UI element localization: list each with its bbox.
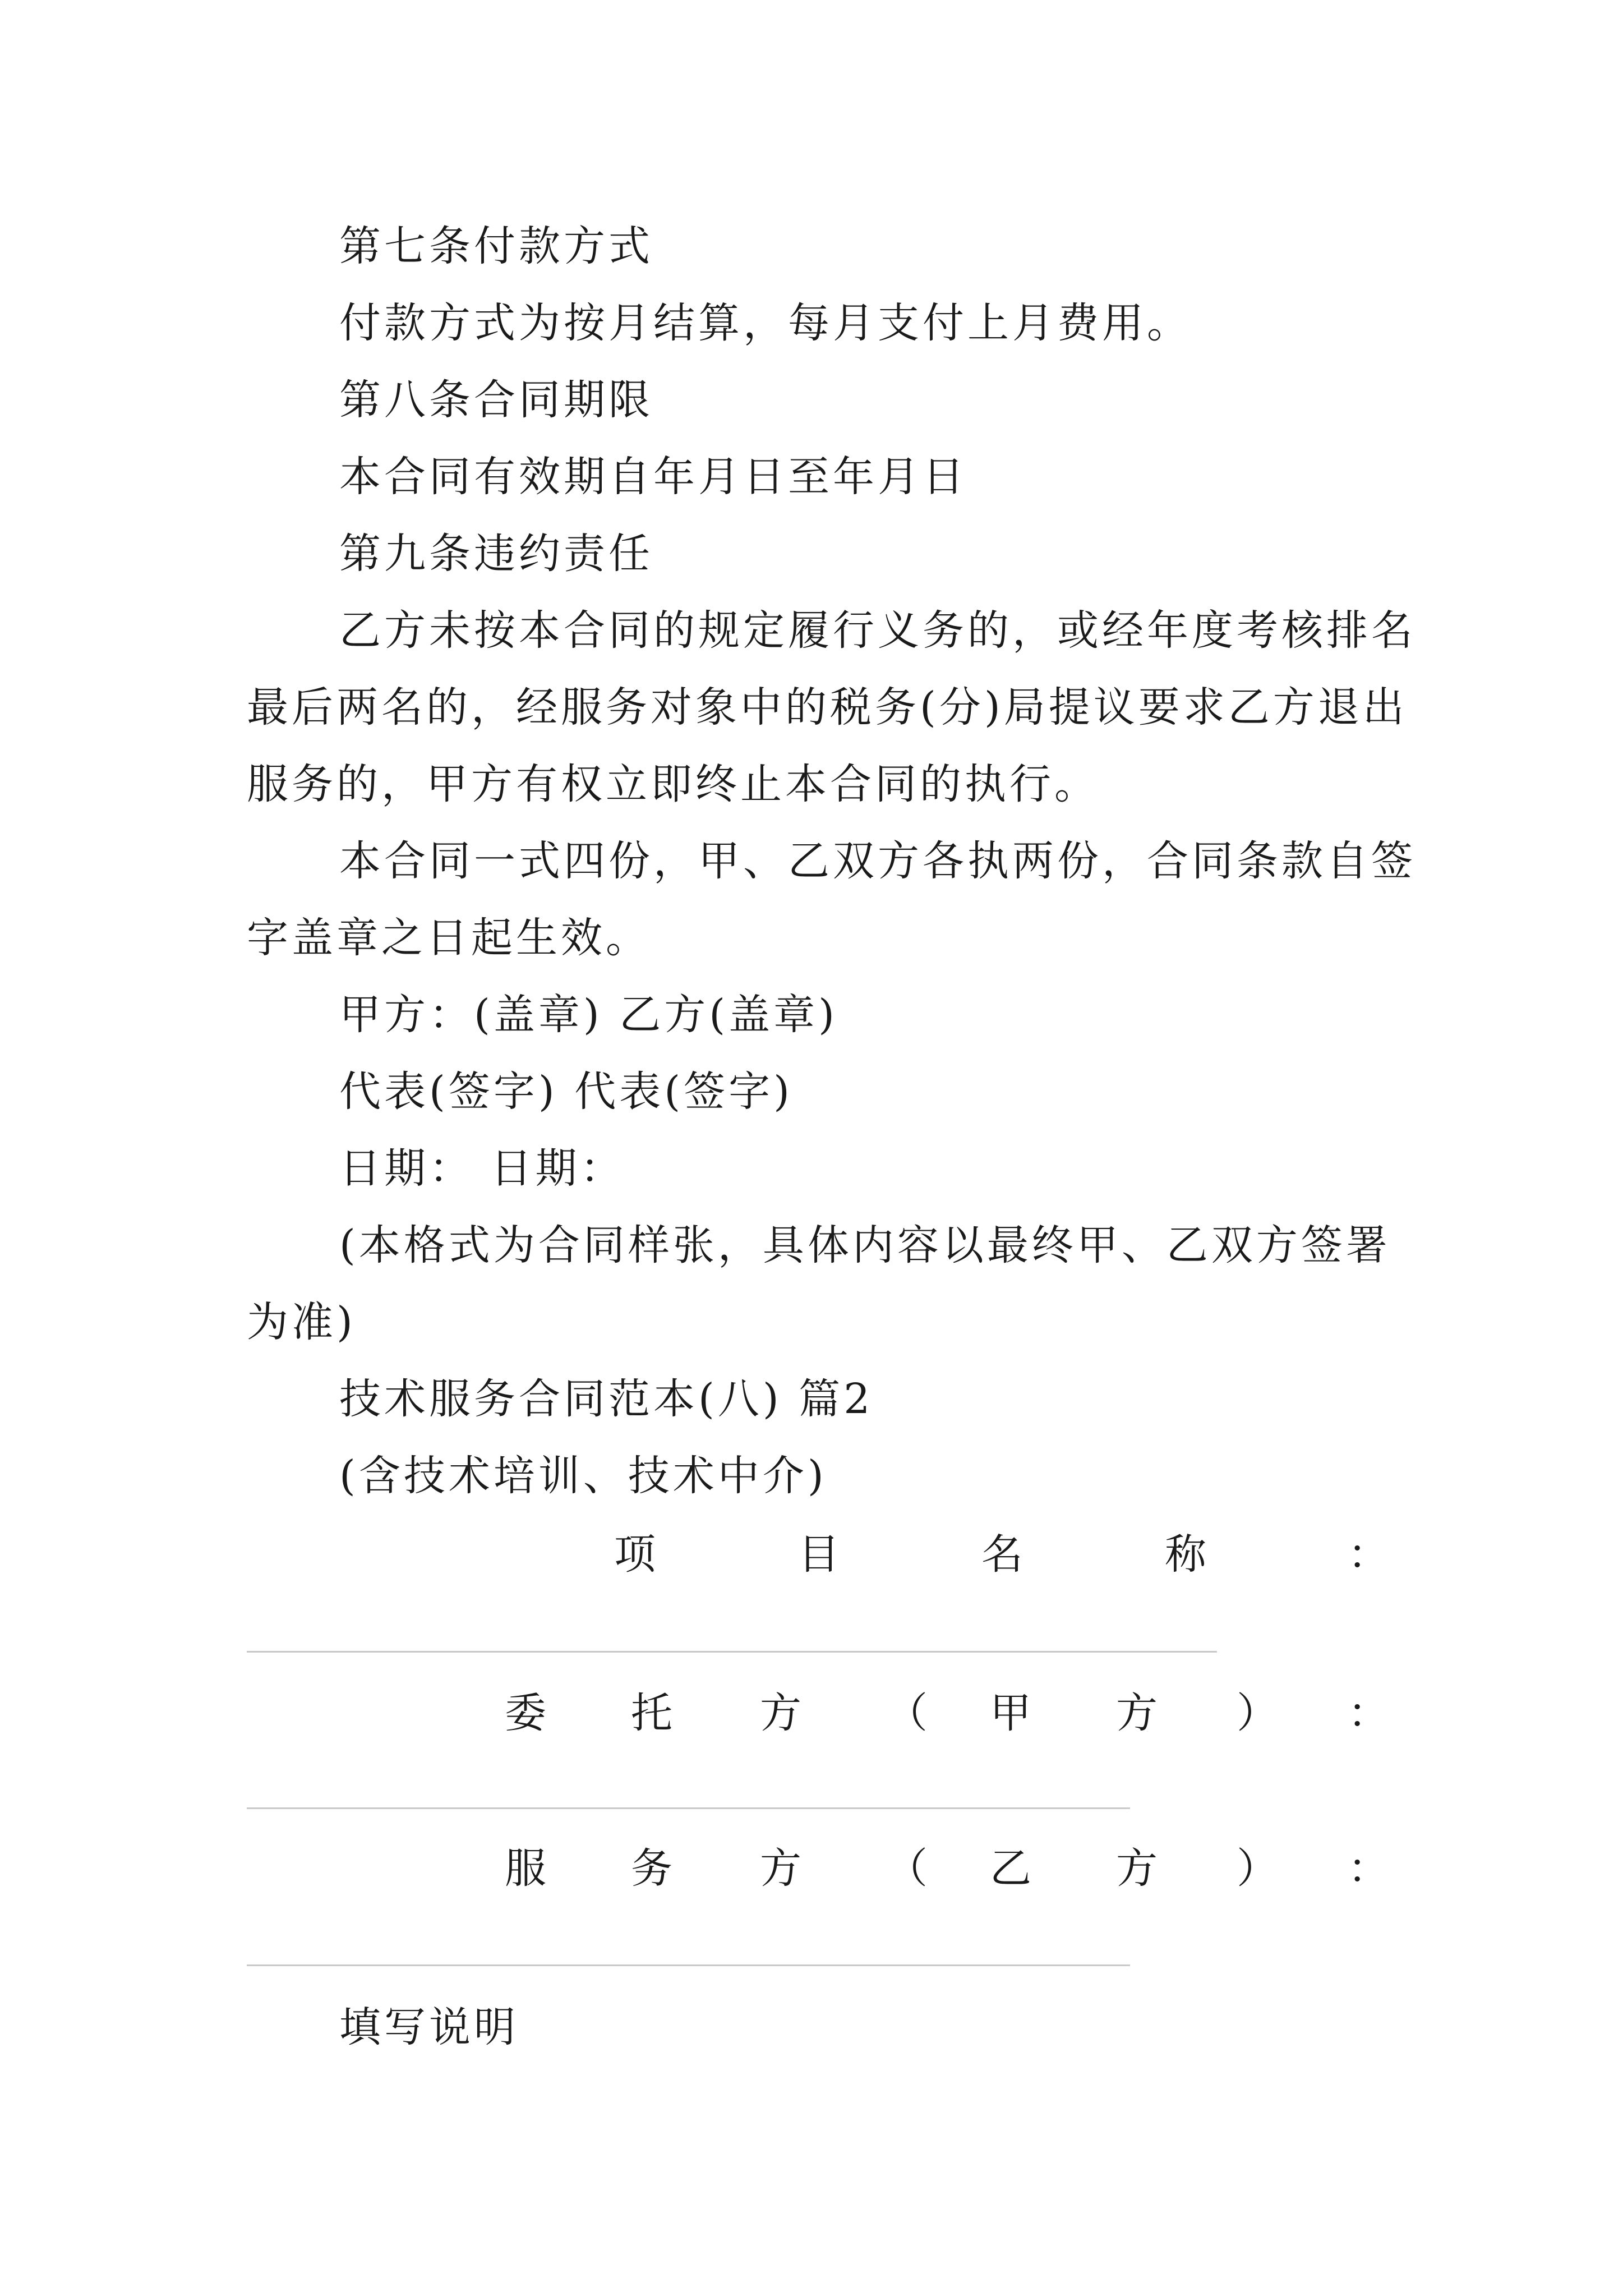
provider-char: 方 bbox=[1116, 1844, 1158, 1893]
breach-paragraph-line-2: 最后两名的，经服务对象中的税务(分)局提议要求乙方退出 bbox=[247, 683, 1408, 731]
client-char: 甲 bbox=[990, 1689, 1031, 1737]
fill-instructions-heading: 填写说明 bbox=[339, 2003, 519, 2051]
section-title: 技术服务合同范本(八) 篇2 bbox=[339, 1375, 874, 1423]
project-name-char: 项 bbox=[614, 1530, 656, 1579]
provider-char: 方 bbox=[760, 1844, 801, 1893]
format-note-line-1: (本格式为合同样张，具体内容以最终甲、乙双方签署 bbox=[339, 1221, 1391, 1269]
breach-paragraph-line-1: 乙方未按本合同的规定履行义务的，或经年度考核排名 bbox=[339, 606, 1416, 655]
signature-line: 代表(签字) 代表(签字) bbox=[339, 1068, 794, 1116]
seal-line: 甲方：(盖章) 乙方(盖章) bbox=[339, 991, 838, 1039]
article-8-heading: 第八条合同期限 bbox=[339, 376, 653, 424]
provider-char: （ bbox=[886, 1844, 928, 1893]
provider-char: 务 bbox=[631, 1844, 672, 1893]
project-name-char: ： bbox=[1348, 1530, 1389, 1579]
provider-char: ） bbox=[1237, 1844, 1278, 1893]
client-char: 委 bbox=[505, 1689, 546, 1737]
client-char: 托 bbox=[631, 1689, 672, 1737]
project-name-char: 名 bbox=[981, 1530, 1023, 1579]
client-char: ） bbox=[1237, 1689, 1278, 1737]
client-char: （ bbox=[886, 1689, 928, 1737]
provider-fill-line bbox=[247, 1964, 1130, 1966]
client-label bbox=[0, 1674, 1623, 1752]
client-fill-line bbox=[247, 1807, 1130, 1809]
provider-label bbox=[0, 1830, 1623, 1907]
copies-paragraph-line-1: 本合同一式四份，甲、乙双方各执两份，合同条款自签 bbox=[339, 837, 1416, 885]
provider-char: 服 bbox=[505, 1844, 546, 1893]
client-char: 方 bbox=[760, 1689, 801, 1737]
provider-char: 乙 bbox=[990, 1844, 1031, 1893]
payment-method-text: 付款方式为按月结算，每月支付上月费用。 bbox=[339, 299, 1192, 347]
provider-char: ： bbox=[1348, 1844, 1389, 1893]
project-name-char: 称 bbox=[1165, 1530, 1206, 1579]
contract-term-text: 本合同有效期自年月日至年月日 bbox=[339, 453, 967, 501]
section-subtitle: (含技术培训、技术中介) bbox=[339, 1452, 827, 1500]
article-9-heading: 第九条违约责任 bbox=[339, 530, 653, 578]
client-char: 方 bbox=[1116, 1689, 1158, 1737]
breach-paragraph-line-3: 服务的，甲方有权立即终止本合同的执行。 bbox=[247, 760, 1099, 808]
copies-paragraph-line-2: 字盖章之日起生效。 bbox=[247, 914, 651, 962]
client-char: ： bbox=[1348, 1689, 1389, 1737]
article-7-heading: 第七条付款方式 bbox=[339, 222, 653, 270]
date-line: 日期： 日期： bbox=[339, 1144, 625, 1193]
format-note-line-2: 为准) bbox=[247, 1298, 356, 1346]
project-name-label bbox=[0, 1516, 1623, 1593]
project-name-char: 目 bbox=[798, 1530, 840, 1579]
project-name-fill-line bbox=[247, 1651, 1217, 1653]
